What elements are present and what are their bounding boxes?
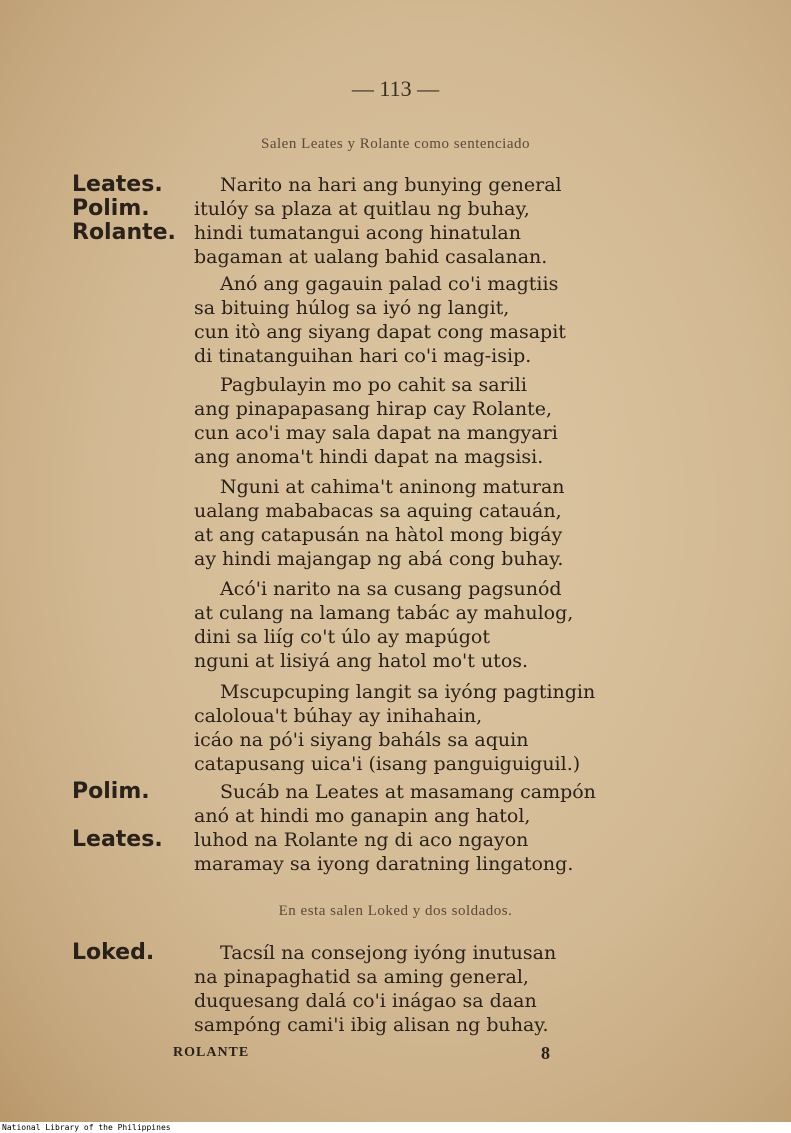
verse-line: at ang catapusán na hàtol mong bigáy — [194, 524, 563, 546]
page-number: — 113 — — [351, 76, 440, 101]
verse-line: bagaman at ualang bahid casalanan. — [194, 246, 548, 268]
verse-line: at culang na lamang tabác ay mahulog, — [194, 602, 574, 624]
footer-book-title: ROLANTE — [173, 1045, 250, 1060]
speaker-label: Leates. — [72, 172, 163, 197]
verse-line: nguni at lisiyá ang hatol mo't utos. — [194, 650, 529, 672]
verse-line: caloloua't búhay ay inihahain, — [194, 705, 483, 727]
verse-line: Pagbulayin mo po cahit sa sarili — [220, 374, 527, 396]
verse-line: ualang mababacas sa aquing catauán, — [194, 500, 562, 522]
verse-line: cun aco'i may sala dapat na mangyari — [194, 422, 558, 444]
verse-line: Narito na hari ang bunying general — [220, 174, 562, 196]
verse-line: di tinatanguihan hari co'i mag-isip. — [194, 345, 532, 367]
verse-line: ay hindi majangap ng abá cong buhay. — [194, 548, 564, 570]
verse-line: na pinapaghatid sa aming general, — [194, 966, 529, 988]
footer-signature-mark: 8 — [541, 1043, 550, 1063]
library-credit: National Library of the Philippines — [0, 1122, 791, 1133]
verse-line: ang anoma't hindi dapat na magsisi. — [194, 446, 544, 468]
stage-direction: Salen Leates y Rolante como sentenciado — [261, 136, 530, 152]
verse-line: Nguni at cahima't aninong maturan — [220, 476, 565, 498]
verse-line: Anó ang gagauin palad co'i magtiis — [220, 273, 559, 295]
speaker-label: Leates. — [72, 827, 163, 852]
speaker-label: Loked. — [72, 940, 155, 965]
speaker-label: Polim. — [72, 196, 150, 221]
verse-line: cun itò ang siyang dapat cong masapit — [194, 321, 566, 343]
verse-line: Mscupcuping langit sa iyóng pagtingin — [220, 681, 596, 703]
verse-line: itulóy sa plaza at quitlau ng buhay, — [194, 198, 530, 220]
verse-line: duquesang dalá co'i inágao sa daan — [194, 990, 537, 1012]
verse-line: sampóng cami'i ibig alisan ng buhay. — [194, 1014, 549, 1036]
verse-line: hindi tumatangui acong hinatulan — [194, 222, 521, 244]
verse-line: dini sa liíg co't úlo ay mapúgot — [194, 626, 490, 648]
verse-line: sa bituing húlog sa iyó ng langit, — [194, 297, 510, 319]
verse-line: catapusang uica'i (isang panguiguiguil.) — [194, 753, 581, 775]
verse-line: Acó'i narito na sa cusang pagsunód — [220, 578, 562, 600]
verse-line: maramay sa iyong daratning lingatong. — [194, 853, 574, 875]
speaker-label: Polim. — [72, 779, 150, 804]
verse-line: luhod na Rolante ng di aco ngayon — [194, 829, 529, 851]
verse-line: Sucáb na Leates at masamang campón — [220, 781, 596, 803]
verse-line: anó at hindi mo ganapin ang hatol, — [194, 805, 531, 827]
speaker-label: Rolante. — [72, 220, 176, 245]
verse-line: ang pinapapasang hirap cay Rolante, — [194, 398, 553, 420]
verse-line: Tacsíl na consejong iyóng inutusan — [220, 942, 557, 964]
verse-line: icáo na pó'i siyang baháls sa aquin — [194, 729, 529, 751]
stage-direction: En esta salen Loked y dos soldados. — [278, 903, 513, 919]
